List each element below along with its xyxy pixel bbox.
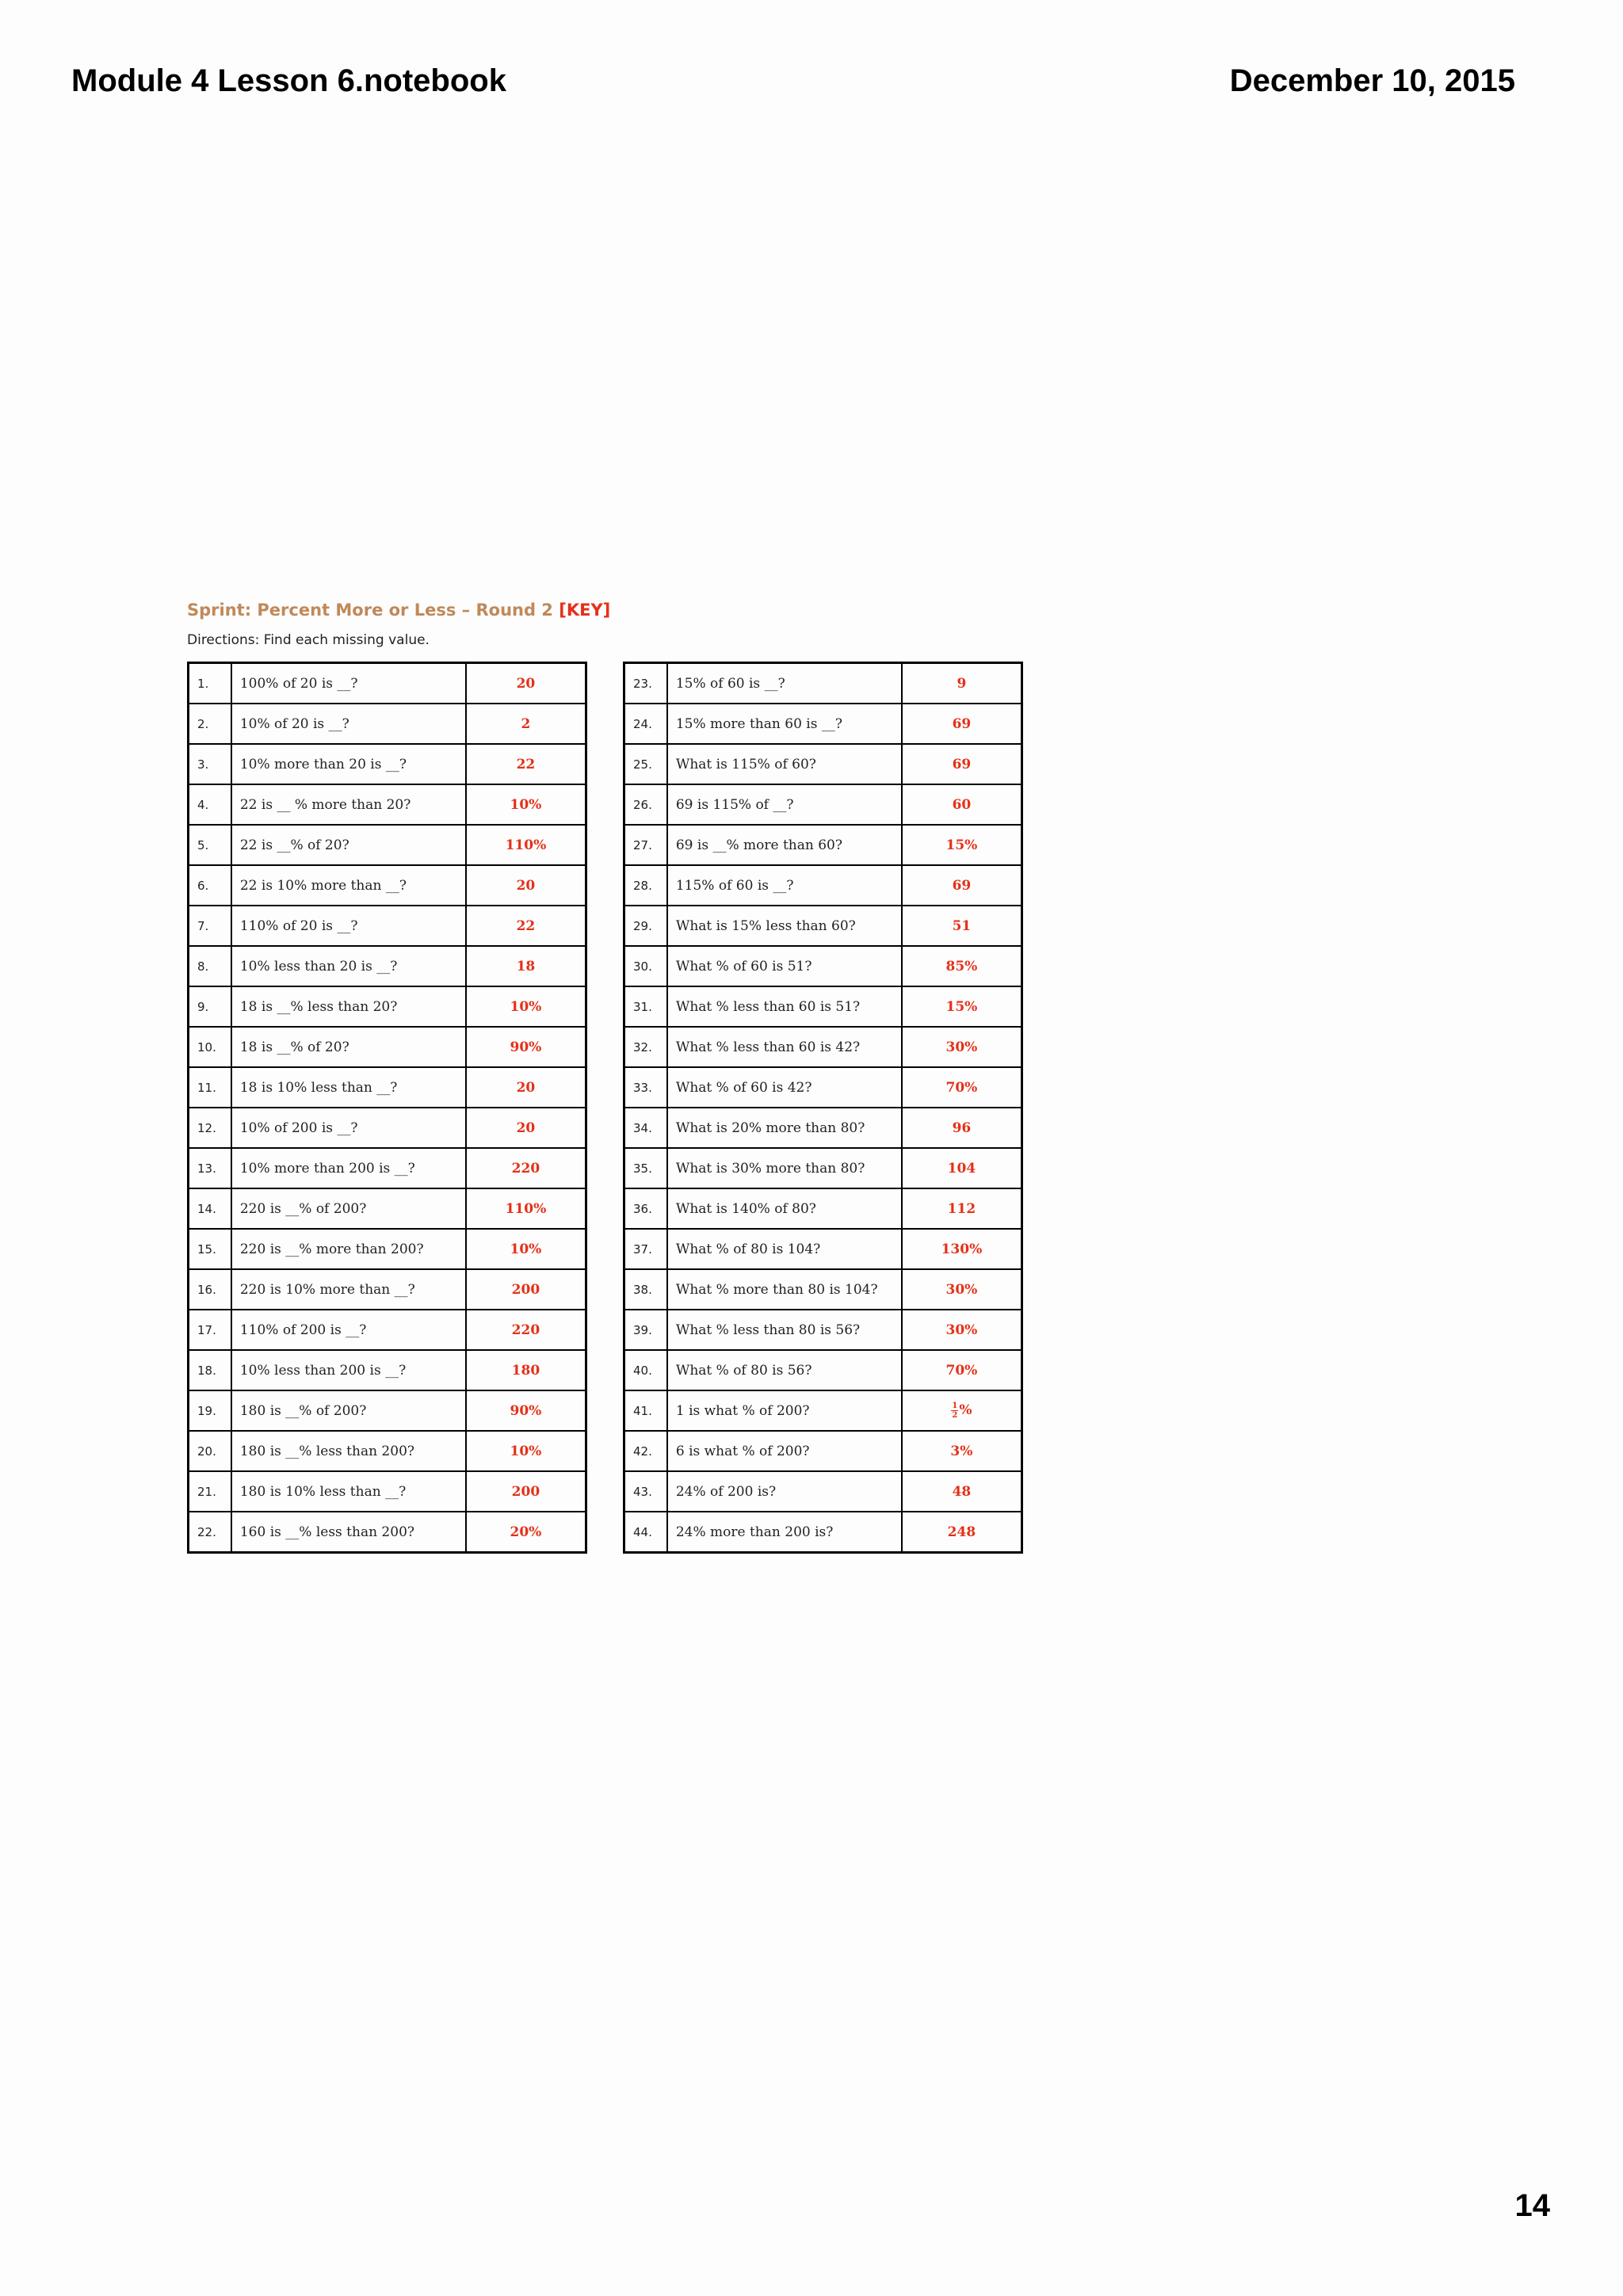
problem-number: 5. [189,825,231,865]
problem-question: 24% more than 200 is? [667,1512,902,1553]
table-row [624,744,1022,784]
table-row [624,1269,1022,1310]
problem-number: 38. [624,1269,667,1310]
table-row [189,1188,586,1229]
table-row [189,1148,586,1188]
problem-question: 1 is what % of 200? [667,1390,902,1431]
table-row [189,744,586,784]
problem-answer: 51 [902,906,1022,946]
problem-answer: 18 [466,946,586,986]
problem-question: 180 is __% less than 200? [231,1431,466,1471]
table-row [189,1512,586,1553]
problem-question: What % more than 80 is 104? [667,1269,902,1310]
problem-number: 43. [624,1471,667,1512]
table-row [624,663,1022,704]
table-row [624,1310,1022,1350]
table-row [189,1229,586,1269]
problem-number: 9. [189,986,231,1027]
problem-question: What % of 60 is 42? [667,1067,902,1108]
table-row [189,784,586,825]
table-row [189,1027,586,1067]
table-row [189,663,586,704]
problem-answer: 90% [466,1390,586,1431]
fraction-denominator: 2 [952,1411,958,1420]
table-row [624,1188,1022,1229]
problem-question: What % less than 60 is 42? [667,1027,902,1067]
problem-answer: 30% [902,1310,1022,1350]
problem-question: 18 is __% of 20? [231,1027,466,1067]
table-row [624,1067,1022,1108]
problem-question: What % less than 60 is 51? [667,986,902,1027]
problem-question: 10% of 200 is __? [231,1108,466,1148]
table-row [189,1067,586,1108]
problem-question: 10% more than 20 is __? [231,744,466,784]
table-row [624,1471,1022,1512]
problem-question: 22 is 10% more than __? [231,865,466,906]
notebook-date: December 10, 2015 [1229,63,1515,98]
sprint-tables [187,662,1023,1554]
problem-number: 18. [189,1350,231,1390]
problem-answer: 30% [902,1269,1022,1310]
table-row [624,784,1022,825]
problem-number: 21. [189,1471,231,1512]
problem-question: 10% less than 20 is __? [231,946,466,986]
problem-number: 12. [189,1108,231,1148]
table-row [624,906,1022,946]
table-row [189,906,586,946]
problem-question: 220 is __% more than 200? [231,1229,466,1269]
fraction-numerator: 1 [952,1402,958,1410]
problem-number: 6. [189,865,231,906]
problem-question: What % of 60 is 51? [667,946,902,986]
problem-question: 24% of 200 is? [667,1471,902,1512]
table-row [624,1229,1022,1269]
table-row [189,1471,586,1512]
problem-number: 30. [624,946,667,986]
problem-question: What is 115% of 60? [667,744,902,784]
problem-answer: 20 [466,865,586,906]
problem-answer: 20 [466,663,586,704]
problem-number: 27. [624,825,667,865]
problem-question: What is 30% more than 80? [667,1148,902,1188]
problem-question: 15% of 60 is __? [667,663,902,704]
problem-answer: 10% [466,986,586,1027]
problem-answer: 220 [466,1310,586,1350]
sprint-table-right [623,662,1023,1554]
problem-answer: 15% [902,825,1022,865]
table-row [189,946,586,986]
problem-answer: 10% [466,784,586,825]
problem-answer: 130% [902,1229,1022,1269]
problem-question: 6 is what % of 200? [667,1431,902,1471]
table-row [624,865,1022,906]
problem-number: 23. [624,663,667,704]
table-row [624,986,1022,1027]
problem-number: 19. [189,1390,231,1431]
table-row [189,986,586,1027]
notebook-title: Module 4 Lesson 6.notebook [71,63,506,98]
problem-answer: 48 [902,1471,1022,1512]
table-row [624,1350,1022,1390]
sprint-title-key: [KEY] [559,601,611,620]
table-row [624,1512,1022,1553]
problem-answer: 10% [466,1229,586,1269]
problem-number: 25. [624,744,667,784]
problem-number: 17. [189,1310,231,1350]
problem-answer: 112 [902,1188,1022,1229]
problem-number: 7. [189,906,231,946]
sprint-title [187,598,1023,628]
problem-question: 110% of 200 is __? [231,1310,466,1350]
problem-question: 220 is 10% more than __? [231,1269,466,1310]
problem-answer: 70% [902,1350,1022,1390]
problem-question: 10% of 20 is __? [231,704,466,744]
problem-answer: 22 [466,744,586,784]
problem-question: 180 is 10% less than __? [231,1471,466,1512]
problem-question: 115% of 60 is __? [667,865,902,906]
problem-answer: 2 [466,704,586,744]
problem-number: 39. [624,1310,667,1350]
problem-number: 1. [189,663,231,704]
table-row [189,1269,586,1310]
problem-answer: 200 [466,1471,586,1512]
sprint-table-left [187,662,587,1554]
table-row [624,1148,1022,1188]
problem-question: 220 is __% of 200? [231,1188,466,1229]
problem-question: 10% more than 200 is __? [231,1148,466,1188]
problem-answer: 110% [466,1188,586,1229]
problem-question: What is 20% more than 80? [667,1108,902,1148]
problem-number: 3. [189,744,231,784]
problem-question: What % of 80 is 104? [667,1229,902,1269]
problem-question: 100% of 20 is __? [231,663,466,704]
problem-number: 31. [624,986,667,1027]
page-number: 14 [1514,2188,1550,2223]
problem-number: 28. [624,865,667,906]
problem-number: 16. [189,1269,231,1310]
problem-question: What is 15% less than 60? [667,906,902,946]
sprint-worksheet [187,598,1023,1554]
problem-number: 29. [624,906,667,946]
table-row [624,704,1022,744]
problem-question: 10% less than 200 is __? [231,1350,466,1390]
table-row [624,1108,1022,1148]
problem-number: 44. [624,1512,667,1553]
problem-answer [902,1390,1022,1431]
problem-number: 20. [189,1431,231,1471]
problem-number: 22. [189,1512,231,1553]
problem-question: What % of 80 is 56? [667,1350,902,1390]
problem-number: 14. [189,1188,231,1229]
problem-answer: 180 [466,1350,586,1390]
table-row [624,825,1022,865]
problem-question: 110% of 20 is __? [231,906,466,946]
problem-answer: 69 [902,704,1022,744]
problem-number: 33. [624,1067,667,1108]
table-row [624,1390,1022,1431]
problem-question: What is 140% of 80? [667,1188,902,1229]
problem-number: 10. [189,1027,231,1067]
table-row [189,1390,586,1431]
problem-answer: 69 [902,744,1022,784]
problem-number: 40. [624,1350,667,1390]
problem-question: 18 is __% less than 20? [231,986,466,1027]
problem-question: 180 is __% of 200? [231,1390,466,1431]
problem-number: 37. [624,1229,667,1269]
problem-number: 42. [624,1431,667,1471]
problem-answer: 10% [466,1431,586,1471]
problem-answer: 110% [466,825,586,865]
problem-answer: 104 [902,1148,1022,1188]
problem-number: 35. [624,1148,667,1188]
problem-answer: 20% [466,1512,586,1553]
problem-number: 13. [189,1148,231,1188]
problem-number: 11. [189,1067,231,1108]
problem-answer: 200 [466,1269,586,1310]
problem-question: 69 is __% more than 60? [667,825,902,865]
problem-answer: 20 [466,1067,586,1108]
problem-answer: 69 [902,865,1022,906]
table-row [189,1431,586,1471]
table-row [189,1310,586,1350]
problem-answer: 15% [902,986,1022,1027]
problem-answer: 85% [902,946,1022,986]
problem-number: 41. [624,1390,667,1431]
problem-number: 36. [624,1188,667,1229]
problem-answer: 60 [902,784,1022,825]
answer-fraction [951,1402,958,1420]
problem-number: 15. [189,1229,231,1269]
answer-percent-sign: % [959,1402,972,1418]
table-row [624,1431,1022,1471]
table-row [189,1350,586,1390]
table-row [189,1108,586,1148]
problem-number: 2. [189,704,231,744]
problem-number: 32. [624,1027,667,1067]
problem-number: 26. [624,784,667,825]
problem-answer: 3% [902,1431,1022,1471]
problem-question: 22 is __% of 20? [231,825,466,865]
problem-number: 24. [624,704,667,744]
problem-question: 69 is 115% of __? [667,784,902,825]
problem-answer: 9 [902,663,1022,704]
problem-answer: 96 [902,1108,1022,1148]
problem-number: 8. [189,946,231,986]
table-row [189,865,586,906]
table-row [189,704,586,744]
problem-answer: 220 [466,1148,586,1188]
problem-answer: 70% [902,1067,1022,1108]
problem-question: 160 is __% less than 200? [231,1512,466,1553]
sprint-title-text: Sprint: Percent More or Less – Round 2 [187,601,553,620]
problem-answer: 248 [902,1512,1022,1553]
problem-answer: 22 [466,906,586,946]
sprint-directions: Directions: Find each missing value. [187,632,430,648]
problem-number: 4. [189,784,231,825]
table-row [624,1027,1022,1067]
table-row [189,825,586,865]
table-row [624,946,1022,986]
problem-question: 22 is __ % more than 20? [231,784,466,825]
problem-number: 34. [624,1108,667,1148]
problem-question: 15% more than 60 is __? [667,704,902,744]
problem-answer: 90% [466,1027,586,1067]
problem-question: 18 is 10% less than __? [231,1067,466,1108]
problem-question: What % less than 80 is 56? [667,1310,902,1350]
problem-answer: 20 [466,1108,586,1148]
problem-answer: 30% [902,1027,1022,1067]
